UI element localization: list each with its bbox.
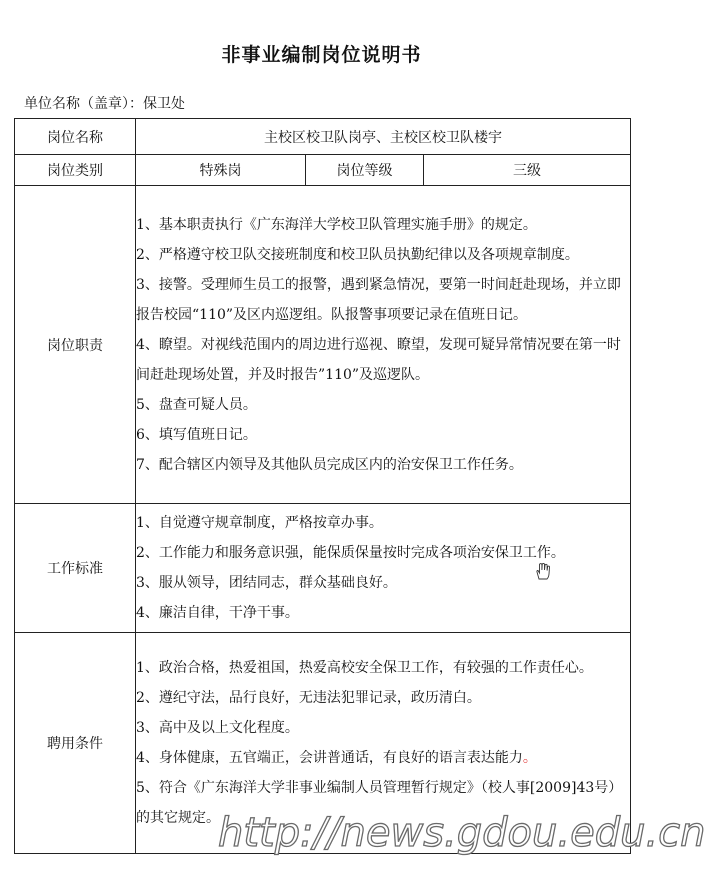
- duty-item: 2、严格遵守校卫队交接班制度和校卫队员执勤纪律以及各项规章制度。: [136, 246, 579, 263]
- duty-item: 4、瞭望。对视线范围内的周边进行巡视、瞭望，发现可疑异常情况要在第一时间赶赴现场处置，并及时报告”110”及巡逻队。: [136, 336, 621, 383]
- duties-label: 岗位职责: [15, 186, 136, 504]
- condition-item: 5、符合《广东海洋大学非事业编制人员管理暂行规定》（校人事[2009]43号）的其它规定。: [136, 780, 623, 826]
- duty-item: 3、接警。受理师生员工的报警，遇到紧急情况，要第一时间赶赴现场，并立即报告校园“110”及区内巡逻组。队报警事项要记录在值班日记。: [136, 276, 621, 323]
- standard-item: 2、工作能力和服务意识强，能保质保量按时完成各项治安保卫工作。: [136, 545, 565, 561]
- post-name-value: 主校区校卫队岗亭、主校区校卫队楼宇: [136, 119, 631, 155]
- duty-item: 1、基本职责执行《广东海洋大学校卫队管理实施手册》的规定。: [136, 216, 537, 233]
- standard-item: 4、廉洁自律，干净干事。: [136, 605, 299, 621]
- website-watermark: http://news.gdou.edu.cn: [218, 810, 706, 856]
- job-description-table: [14, 118, 631, 854]
- duties-list: [136, 186, 631, 504]
- condition-item: 2、遵纪守法，品行良好，无违法犯罪记录，政历清白。: [136, 690, 481, 706]
- condition-trailing-mark: 。: [522, 750, 537, 766]
- post-name-label: 岗位名称: [15, 119, 136, 155]
- post-category-label: 岗位类别: [15, 155, 136, 186]
- post-category-value: 特殊岗: [136, 155, 306, 186]
- duty-item: 6、填写值班日记。: [136, 426, 257, 443]
- hand-cursor-icon: [533, 561, 553, 581]
- standards-label: 工作标准: [15, 504, 136, 633]
- standard-item: 1、自觉遵守规章制度，严格按章办事。: [136, 515, 383, 531]
- row-post-category: [15, 155, 631, 186]
- post-level-label: 岗位等级: [306, 155, 424, 186]
- condition-text: 4、身体健康，五官端正，会讲普通话，有良好的语言表达能力: [136, 750, 523, 766]
- row-post-name: [15, 119, 631, 155]
- post-level-value: 三级: [424, 155, 631, 186]
- duty-item: 7、配合辖区内领导及其他队员完成区内的治安保卫工作任务。: [136, 456, 523, 473]
- row-duties: [15, 186, 631, 504]
- condition-item: [136, 743, 630, 773]
- standards-list: [136, 504, 631, 633]
- unit-name-line: 单位名称（盖章）：保卫处: [24, 96, 185, 112]
- condition-item: 1、政治合格，热爱祖国，热爱高校安全保卫工作，有较强的工作责任心。: [136, 660, 593, 676]
- document-title: 非事业编制岗位说明书: [221, 44, 422, 66]
- condition-item: 3、高中及以上文化程度。: [136, 720, 299, 736]
- duty-item: 5、盘查可疑人员。: [136, 396, 257, 413]
- standard-item: 3、服从领导，团结同志，群众基础良好。: [136, 575, 397, 591]
- conditions-label: 聘用条件: [15, 633, 136, 854]
